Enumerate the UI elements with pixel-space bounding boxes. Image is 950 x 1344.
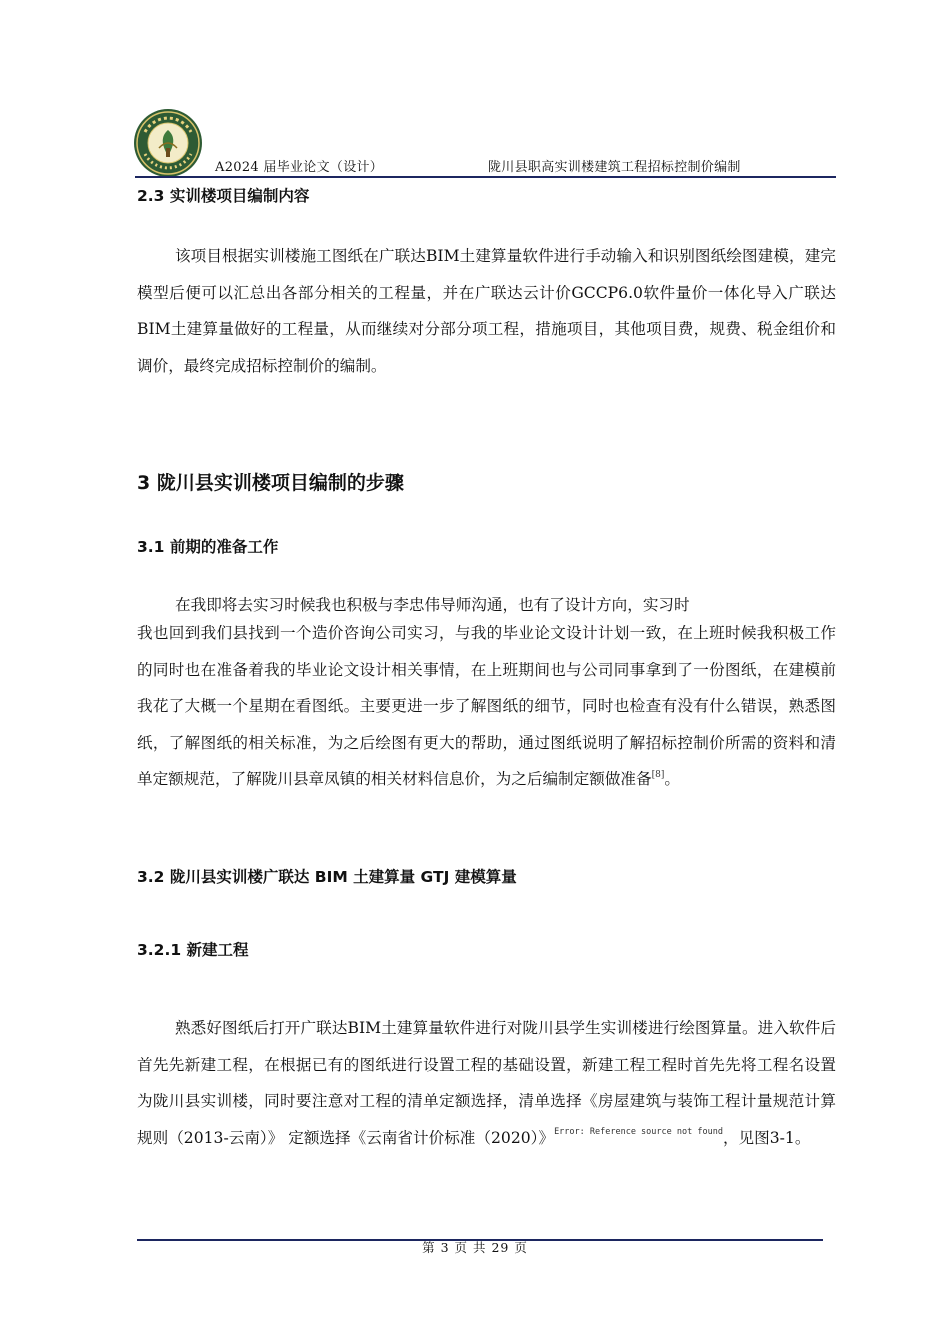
header-right-text: 陇川县职高实训楼建筑工程招标控制价编制 [488, 160, 741, 175]
header-rule [135, 176, 836, 178]
heading-3-1: 3.1 前期的准备工作 [137, 538, 279, 556]
paragraph-3-1-first-line: 在我即将去实习时候我也积极与李忠伟导师沟通，也有了设计方向，实习时 [175, 596, 690, 614]
citation-ref[interactable]: [8] [651, 770, 665, 780]
university-seal-logo [133, 108, 203, 178]
paragraph-3-2-1-tail: ，见图3-1。 [722, 1128, 811, 1147]
heading-3-2: 3.2 陇川县实训楼广联达 BIM 土建算量 GTJ 建模算量 [137, 868, 517, 886]
paragraph-3-1-text: 我也回到我们县找到一个造价咨询公司实习，与我的毕业论文设计计划一致，在上班时候我积极工作的同时也在准备着我的毕业论文设计相关事情，在上班期间也与公司同事拿到了一份图纸，在建模前我花了大概一个星期在看图纸。主要更进一步了解图纸的细节，同时也检查有没有什么错误，熟悉图纸，了解图纸的相关标准，为之后绘图有更大的帮助，通过图纸说明了解招标控制价所需的资料和清单定额规范，了解陇川县章凤镇的相关材料信息价，为之后编制定额做准备 [137, 624, 836, 788]
paragraph-2-3-text: 该项目根据实训楼施工图纸在广联达BIM土建算量软件进行手动输入和识别图纸绘图建模，建完模型后便可以汇总出各部分相关的工程量，并在广联达云计价GCCP6.0软件量价一体化导入广联达BIM土建算量做好的工程量，从而继续对分部分项工程，措施项目，其他项目费，规费、税金组价和调价，最终完成招标控制价的编制。 [137, 247, 836, 375]
paragraph-2-3 [137, 238, 836, 384]
paragraph-3-1 [137, 615, 836, 798]
reference-error-note: Error: Reference source not found [554, 1126, 723, 1137]
paragraph-3-2-1-text: 熟悉好图纸后打开广联达BIM土建算量软件进行对陇川县学生实训楼进行绘图算量。进入软件后首先先新建工程，在根据已有的图纸进行设置工程的基础设置，新建工程工程时首先先将工程名设置为陇川县实训楼，同时要注意对工程的清单定额选择，清单选择《房屋建筑与装饰工程计量规范计算规则（2013-云南）》 定额选择《云南省计价标准（2020）》 [137, 1019, 836, 1147]
heading-3-2-1: 3.2.1 新建工程 [137, 941, 249, 959]
heading-2-3: 2.3 实训楼项目编制内容 [137, 187, 310, 205]
paragraph-3-2-1 [137, 1010, 836, 1156]
paragraph-3-1-end: 。 [664, 770, 680, 788]
heading-3: 3 陇川县实训楼项目编制的步骤 [137, 472, 404, 494]
page-number-footer: 第 3 页 共 29 页 [422, 1240, 528, 1255]
header-left-text: A2024 届毕业论文（设计） [215, 160, 384, 175]
